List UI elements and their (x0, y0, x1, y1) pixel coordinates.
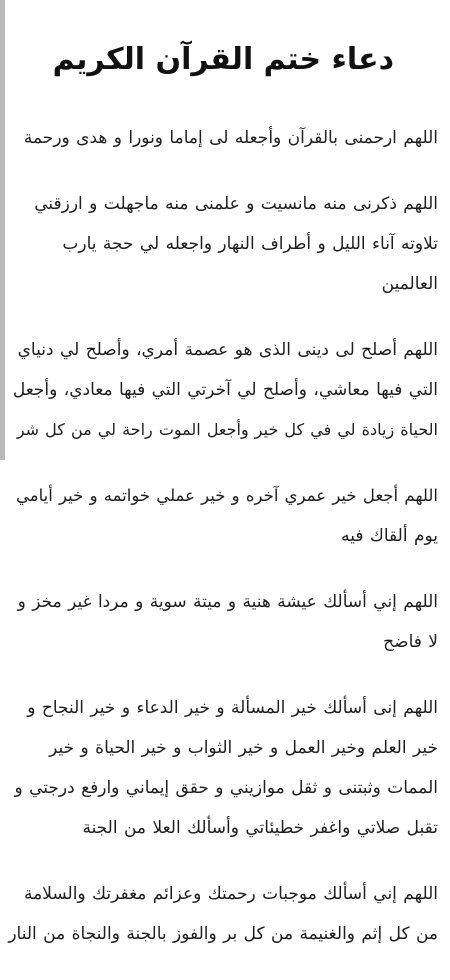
text-line: اللهم إني أسألك عيشة هنية و ميتة سوية و مردا غير مخز و (17, 592, 438, 612)
document-page (8, 0, 444, 944)
text-line: العالمين (381, 274, 438, 294)
text-line: التي فيها معاشي، وأصلح لي آخرتي التي فيها معادي، وأجعل (12, 380, 438, 400)
text-line: تلاوته آناء الليل و أطراف النهار واجعله لي حجة يارب (62, 234, 438, 254)
text-line: اللهم ارحمنى بالقرآن وأجعله لى إماما ونورا و هدى ورحمة (23, 128, 438, 148)
dua-paragraph-5 (8, 582, 438, 662)
dua-paragraph-2 (8, 184, 438, 304)
page-title: دعاء ختم القرآن الكريم (52, 42, 394, 77)
text-line: اللهم ذكرنى منه مانسيت و علمنى منه ماجهلت و ارزقني (34, 194, 438, 214)
text-line: خير العلم وخير العمل و خير الثواب و خير الحياة و خير (49, 738, 438, 758)
dua-paragraph-1 (8, 118, 438, 158)
text-line: من كل إثم والغنيمة من كل بر والفوز بالجنة والنجاة من النار (8, 924, 438, 944)
dua-content (8, 118, 438, 980)
scrollbar[interactable] (0, 0, 5, 460)
text-line: اللهم إني أسألك موجبات رحمتك وعزائم مغفرتك والسلامة (24, 884, 438, 904)
dua-paragraph-4 (8, 476, 438, 556)
dua-paragraph-6 (8, 688, 438, 848)
text-line: الحياة زيادة لي في كل خير وأجعل الموت راحة لي من كل شر (16, 420, 438, 439)
text-line: اللهم إنى أسألك خير المسألة و خير الدعاء و خير النجاح و (27, 698, 438, 718)
text-line: لا فاضح (383, 632, 438, 652)
text-line: الممات وثبتنى و ثقل موازيني و حقق إيماني وارفع درجتي و (14, 778, 438, 798)
text-line: اللهم أجعل خير عمري آخره و خير عملي خواتمه و خير أيامي (16, 486, 438, 505)
text-line: اللهم أصلح لى دينى الذى هو عصمة أمري، وأصلح لي دنياي (17, 340, 438, 360)
dua-paragraph-3 (8, 330, 438, 450)
text-line: يوم ألقاك فيه (341, 526, 438, 546)
text-line: تقبل صلاتي واغفر خطيئاتي وأسألك العلا من الجنة (82, 818, 438, 838)
dua-paragraph-7 (8, 874, 438, 954)
